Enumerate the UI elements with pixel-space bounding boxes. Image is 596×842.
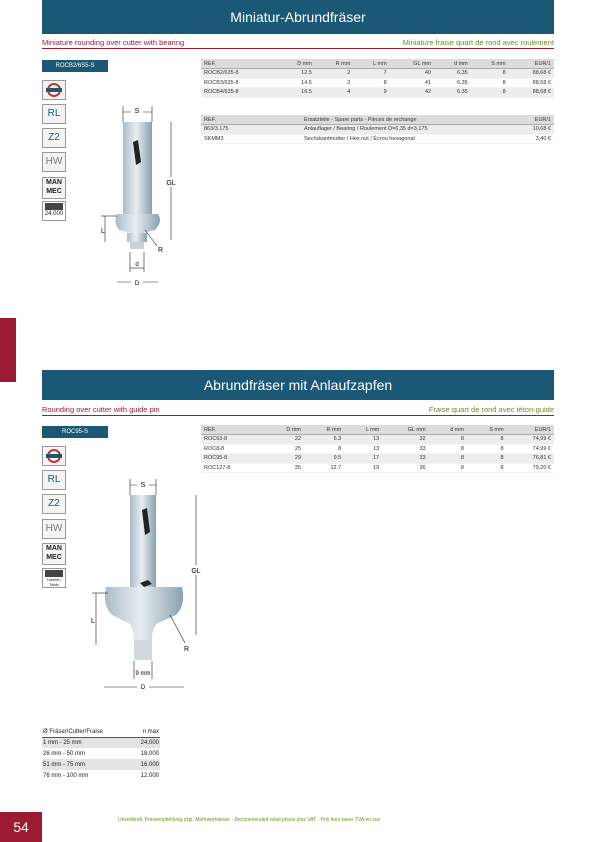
- table-row: ROCB2/635-8 12.5 2 7 40 6.35 8 88,68 €: [201, 69, 554, 79]
- chapter-tab: [0, 318, 16, 382]
- section1-product-table: [201, 59, 554, 98]
- dim-r-label: R: [184, 646, 190, 653]
- dim-s-label: S: [134, 108, 140, 115]
- bearing-icon: [42, 80, 66, 100]
- th-l: L mm: [353, 59, 389, 69]
- table-row: 51 mm - 75 mm 16.000: [42, 759, 160, 770]
- section2-subtitle-fr: Fraise quart de rond avec téton-guide: [428, 405, 554, 414]
- rl-icon: RL: [42, 470, 66, 490]
- dim-gl-label: GL: [166, 180, 176, 187]
- rpm-th-diameter: Ø Fräser/Cutter/Fraise: [42, 727, 131, 737]
- th-r: R mm: [315, 59, 353, 69]
- rpm-value: 24.000: [44, 211, 64, 217]
- man-mec-icon: [42, 543, 66, 565]
- table-row: ROC127-8 35 12.7 19 36 8 8 79,20 €: [201, 463, 554, 473]
- th-s: S mm: [471, 59, 509, 69]
- rpm-icon: [42, 568, 66, 588]
- mec-label: MEC: [46, 554, 62, 561]
- section2-code-badge: ROC95-S: [42, 426, 108, 438]
- th-gl: GL mm: [390, 59, 434, 69]
- z2-icon: Z2: [42, 128, 66, 148]
- dim-pin-label: 9 mm: [135, 671, 151, 677]
- th-ref: REF.: [201, 59, 276, 69]
- table-row: SKMM3 Sechskantmutter / Hex nut / Écrou hexagonal 3,40 €: [201, 134, 554, 144]
- th-ref: REF.: [201, 425, 264, 435]
- th-dmm: d mm: [434, 59, 471, 69]
- dim-gl-label: GL: [191, 568, 201, 575]
- rpm-icon: [42, 201, 66, 221]
- dim-l-label: L: [101, 228, 105, 235]
- footer-note: Unverbindl. Preisempfehlung zzgl. Mehrwertsteuer - Recommended retail prices plus VAT - Prix hors taxes TVA en sus: [118, 817, 381, 823]
- table-row: 1 mm - 25 mm 24.000: [42, 737, 160, 748]
- th-spare-price: EUR/1: [514, 115, 554, 125]
- table-row: ROCB3/635-8 14.5 3 8 41 6.35 8 88,68 €: [201, 78, 554, 88]
- table-row: 26 mm - 50 mm 18.000: [43, 750, 159, 757]
- dim-r-label: R: [158, 247, 164, 254]
- th-spare-desc: Ersatzteile - Spare parts - Pièces de rechange: [301, 115, 514, 125]
- section2-product-table: [201, 425, 554, 473]
- section2-title: Abrundfräser mit Anlaufzapfen: [42, 370, 554, 400]
- z2-icon: Z2: [42, 494, 66, 514]
- dim-dd-label: D: [140, 685, 146, 691]
- section1-divider: [42, 48, 554, 49]
- table-row: ROC95-8 29 9.5 17 33 8 8 76,81 €: [201, 454, 554, 464]
- th-r: R mm: [304, 425, 344, 435]
- table-row: ROC8-8 25 8 13 33 8 8 74,99 €: [201, 444, 554, 454]
- th-gl: GL mm: [382, 425, 428, 435]
- section1-subtitle-fr: Miniature fraise quart de rond avec roulement: [402, 38, 554, 47]
- rl-icon: RL: [42, 104, 66, 124]
- section1-subtitle-en: Miniature rounding over cutter with bearing: [42, 38, 185, 47]
- table-row: ROC63-8 22 6.3 13 32 8 8 74,99 €: [201, 435, 554, 445]
- man-mec-icon: [42, 177, 66, 199]
- table-row: 76 mm - 100 mm 12.000: [43, 772, 159, 779]
- hw-icon: HW: [42, 152, 66, 172]
- man-label: MAN: [46, 179, 62, 186]
- section1-spares-table: [201, 115, 554, 144]
- section2-cutter-drawing: [90, 465, 205, 695]
- dim-dd-label: D: [134, 281, 140, 287]
- dim-s-label: S: [140, 482, 146, 489]
- dim-l-label: L: [91, 618, 95, 625]
- page-number: 54: [0, 812, 42, 842]
- dim-d-label: d: [135, 262, 139, 268]
- table-row: 863/3.175 Anlauflager / Bearing / Roulement D=6,35 d=3,175 10,68 €: [201, 125, 554, 135]
- rpm-value: Tabelle / Table: [46, 577, 62, 587]
- man-label: MAN: [46, 545, 62, 552]
- rpm-table: [42, 727, 160, 781]
- th-price: EUR/1: [509, 59, 554, 69]
- mec-label: MEC: [46, 188, 62, 195]
- th-price: EUR/1: [507, 425, 554, 435]
- th-l: L mm: [344, 425, 382, 435]
- section1-cutter-drawing: [95, 100, 190, 300]
- section2-subtitle-en: Rounding over cutter with guide pin: [42, 405, 160, 414]
- section1-code-badge: ROCB2/6S5-S: [42, 60, 108, 72]
- section2-divider: [42, 415, 554, 416]
- hw-icon: HW: [42, 519, 66, 539]
- table-row: ROCB4/635-8 16.5 4 9 42 6.35 8 88,68 €: [201, 88, 554, 98]
- th-d: D mm: [276, 59, 314, 69]
- th-s: S mm: [467, 425, 507, 435]
- th-dmm: d mm: [429, 425, 467, 435]
- guide-pin-icon: [42, 446, 66, 466]
- section1-title: Miniatur-Abrundfräser: [42, 0, 554, 34]
- th-d: D mm: [264, 425, 304, 435]
- th-spare-ref: REF.: [201, 115, 301, 125]
- rpm-th-nmax: n max: [131, 727, 160, 737]
